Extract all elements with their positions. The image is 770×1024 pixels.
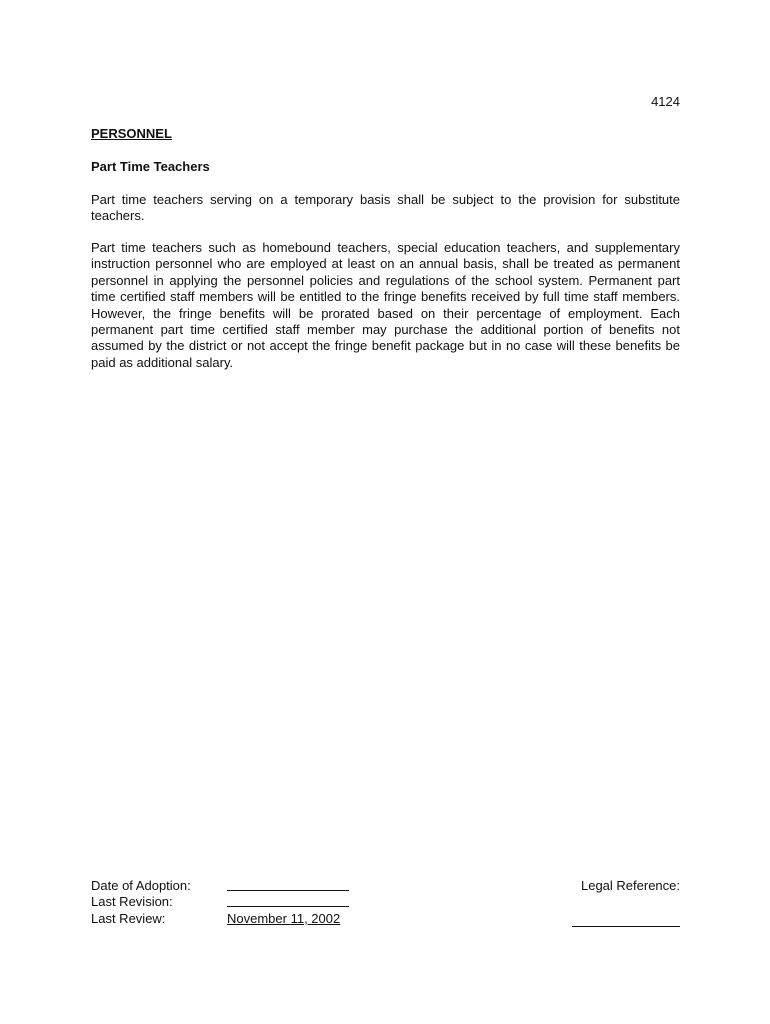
paragraph: Part time teachers such as homebound teachers, special education teachers, and supplementary instruction personnel who are employed at least on an annual basis, shall be treated as permanent personnel in applying the personnel policies and regulations of the school system. Permanent part time certified staff members will be entitled to the fringe benefits received by full time staff members. However, the fringe benefits will be prorated based on their percentage of employment. Each permanent part time certified staff member may purchase the additional portion of benefits not assumed by the district or not accept the fringe benefit package but in no case will these benefits be paid as additional salary. xyxy=(91,240,680,370)
section-heading: PERSONNEL xyxy=(91,126,172,141)
blank-line xyxy=(227,878,349,891)
revision-history xyxy=(91,878,349,927)
legal-reference-label: Legal Reference: xyxy=(580,878,680,893)
blank-line xyxy=(227,894,349,907)
policy-title: Part Time Teachers xyxy=(91,159,210,174)
last-revision-blank xyxy=(227,894,349,910)
last-review-value: November 11, 2002 xyxy=(227,910,341,926)
last-review-label: Last Review: xyxy=(91,910,166,926)
legal-reference xyxy=(572,878,680,932)
last-revision-row xyxy=(91,894,349,910)
legal-reference-blank xyxy=(572,914,680,927)
last-review-row xyxy=(91,911,349,927)
last-revision-label: Last Revision: xyxy=(91,894,173,910)
paragraph: Part time teachers serving on a temporary basis shall be subject to the provision for substitute teachers. xyxy=(91,192,680,224)
policy-number: 4124 xyxy=(651,94,680,109)
date-of-adoption-row xyxy=(91,878,349,894)
date-of-adoption-label: Date of Adoption: xyxy=(91,878,191,893)
date-of-adoption-blank xyxy=(227,878,349,894)
